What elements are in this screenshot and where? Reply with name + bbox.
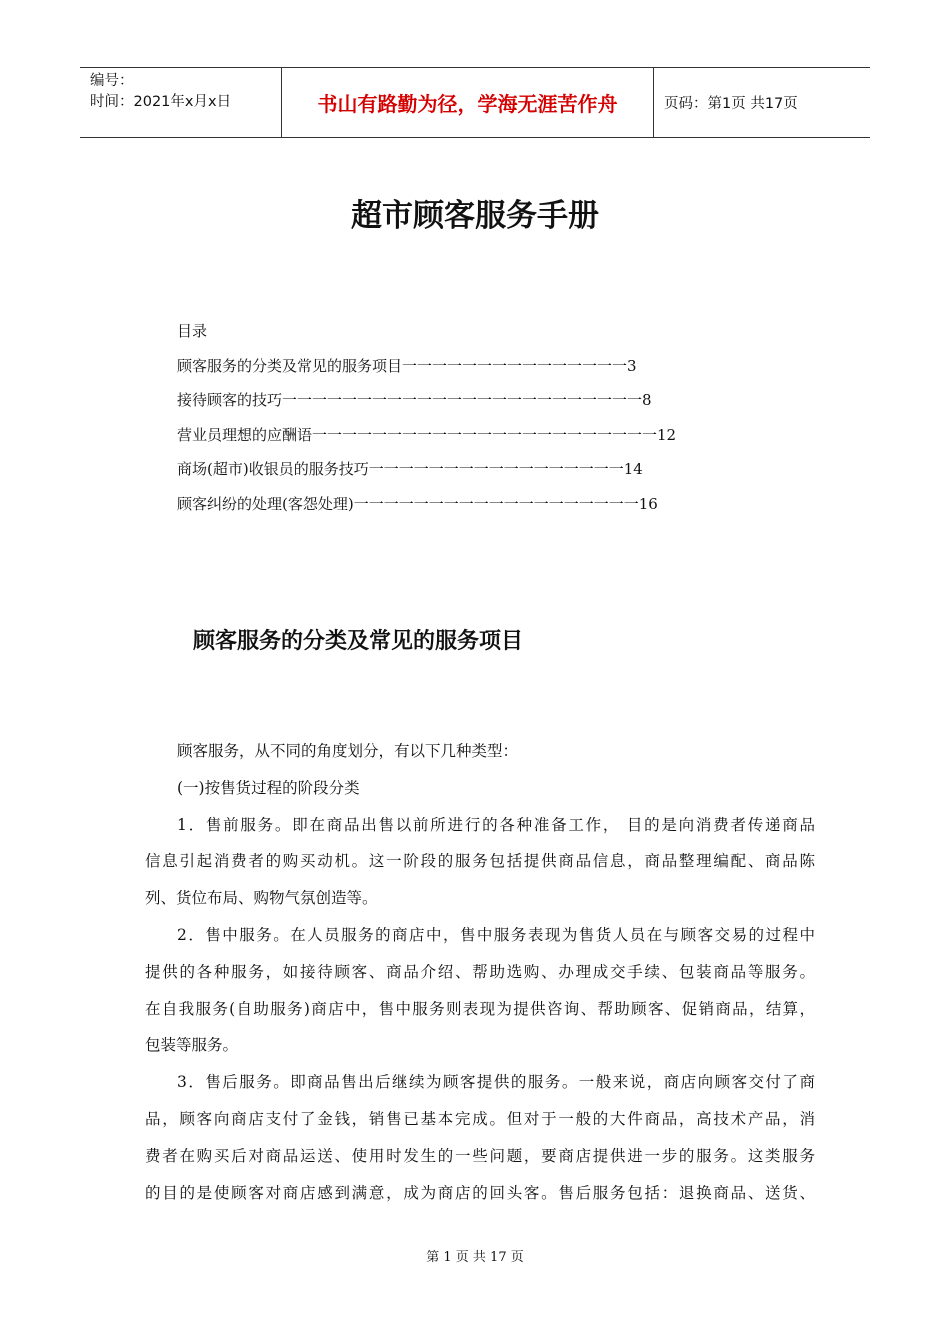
document-title: 超市顾客服务手册 xyxy=(351,198,599,234)
paragraph-line: (一)按售货过程的阶段分类 xyxy=(177,778,360,797)
header-meta-cell xyxy=(80,68,281,137)
paragraph-line: 2．售中服务。在人员服务的商店中，售中服务表现为售货人员在与顾客交易的过程中 xyxy=(177,925,815,944)
paragraph-line: 费者在购买后对商品运送、使用时发生的一些问题，要商店提供进一步的服务。这类服务 xyxy=(145,1146,815,1165)
paragraph-line: 3．售后服务。即商品售出后继续为顾客提供的服务。一般来说，商店向顾客交付了商 xyxy=(177,1073,815,1092)
motto-text: 书山有路勤为径，学海无涯苦作舟 xyxy=(317,92,618,116)
page-footer: 第 1 页 共 17 页 xyxy=(426,1250,524,1265)
section-heading: 顾客服务的分类及常见的服务项目 xyxy=(193,629,524,654)
paragraph-line: 包装等服务。 xyxy=(145,1036,239,1055)
paragraph-line: 信息引起消费者的购买动机。这一阶段的服务包括提供商品信息，商品整理编配、商品陈 xyxy=(145,852,815,871)
table-of-contents xyxy=(177,318,676,525)
toc-item[interactable]: 商场(超市)收银员的服务技巧一一一一一一一一一一一一一一一一一14 xyxy=(177,460,643,478)
header-table xyxy=(80,67,870,138)
time-label: 时间：2021年x月x日 xyxy=(90,94,232,110)
paragraph-line: 在自我服务(自助服务)商店中，售中服务则表现为提供咨询、帮助顾客、促销商品，结算， xyxy=(145,999,815,1018)
header-motto-cell xyxy=(281,68,654,137)
toc-item[interactable]: 营业员理想的应酬语一一一一一一一一一一一一一一一一一一一一一一一12 xyxy=(177,425,677,444)
number-label: 编号： xyxy=(90,73,134,89)
paragraph-line: 顾客服务，从不同的角度划分，有以下几种类型： xyxy=(177,742,519,760)
paragraph-line: 品，顾客向商店支付了金钱，销售已基本完成。但对于一般的大件商品，高技术产品，消 xyxy=(145,1109,815,1128)
toc-heading: 目录 xyxy=(177,322,208,340)
toc-item[interactable]: 顾客服务的分类及常见的服务项目一一一一一一一一一一一一一一一3 xyxy=(177,356,637,375)
toc-item[interactable]: 顾客纠纷的处理(客怨处理)一一一一一一一一一一一一一一一一一一一16 xyxy=(177,494,658,513)
paragraph-line: 1．售前服务。即在商品出售以前所进行的各种准备工作， 目的是向消费者传递商品 xyxy=(177,815,815,834)
toc-item[interactable]: 接待顾客的技巧一一一一一一一一一一一一一一一一一一一一一一一一8 xyxy=(177,391,652,409)
page-code: 页码：第1页 共17页 xyxy=(664,96,798,112)
body-text xyxy=(145,738,815,1216)
paragraph-line: 列、货位布局、购物气氛创造等。 xyxy=(145,889,378,908)
paragraph-line: 提供的各种服务，如接待顾客、商品介绍、帮助选购、办理成交手续、包装商品等服务。 xyxy=(145,962,815,981)
paragraph-line: 的目的是使顾客对商店感到满意，成为商店的回头客。售后服务包括：退换商品、送货、 xyxy=(145,1183,815,1202)
header-page-cell xyxy=(654,68,870,137)
